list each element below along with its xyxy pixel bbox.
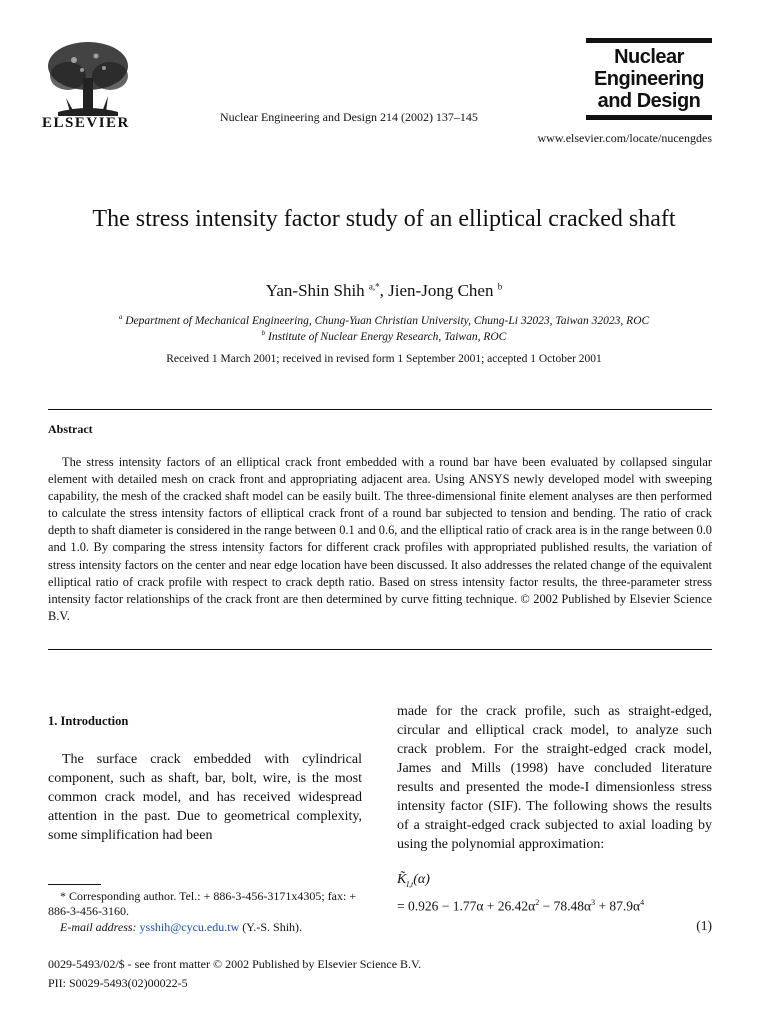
journal-title-line: Engineering <box>593 68 705 90</box>
section-heading: 1. Introduction <box>48 714 129 728</box>
abstract-text-part: The stress intensity factors of an elliptical crack front embedded with a round bar have been evaluated by collapsed singular element with detailed mesh on crack front and appropriating adjacent area. Using <box>48 455 712 487</box>
affiliation-b <box>0 329 768 343</box>
equation-term: = 0.926 − 1.77α + 26.42α <box>397 898 536 914</box>
equation-number: (1) <box>696 918 712 933</box>
journal-logo-top-bar <box>586 38 712 43</box>
affiliation-text: Institute of Nuclear Energy Research, Taiwan, ROC <box>268 330 507 343</box>
corresponding-author-note: * Corresponding author. Tel.: + 886-3-456-3171x4305; fax: + 886-3-456-3160. <box>48 889 357 918</box>
abstract-bottom-rule <box>48 649 712 650</box>
email-note <box>48 920 302 935</box>
journal-title-line: Nuclear <box>614 46 684 68</box>
journal-citation: Nuclear Engineering and Design 214 (2002) 137–145 <box>220 110 478 124</box>
author-separator: , <box>379 281 389 300</box>
publisher-name: ELSEVIER <box>42 115 130 131</box>
footnote-rule <box>48 884 101 885</box>
affiliation-mark: b <box>261 329 266 337</box>
affiliation-text: Department of Mechanical Engineering, Chung-Yuan Christian University, Chung-Li 32023, Taiwan 32023, ROC <box>125 314 650 327</box>
affiliation-mark: a <box>118 313 123 321</box>
equation-argument: (α) <box>413 872 430 887</box>
article-title: The stress intensity factor study of an elliptical cracked shaft <box>92 206 676 232</box>
software-name: ANSYS <box>468 472 510 487</box>
email-label: E-mail address: <box>60 920 137 934</box>
equation-exponent: 3 <box>591 898 596 907</box>
author-affiliation-mark: a,* <box>368 281 380 292</box>
author-name: Yan-Shin Shih <box>265 281 365 300</box>
affiliation-a <box>0 313 768 327</box>
abstract-heading: Abstract <box>48 422 93 436</box>
email-owner: (Y.-S. Shih). <box>239 920 303 934</box>
body-paragraph: made for the crack profile, such as straight-edged, circular and elliptical crack model, to analyze such crack problem. For the straight-edged crack model, James and Mills (1998) have concluded literature results and presented the mode-I dimensionless stress intensity factor (SIF). The following shows the results of a straight-edged crack subjected to axial loading by using the polynomial approximation: <box>397 704 712 852</box>
received-dates: Received 1 March 2001; received in revised form 1 September 2001; accepted 1 October 2001 <box>166 353 602 365</box>
author-list <box>0 281 768 301</box>
pii-line: PII: S0029-5493(02)00022-5 <box>48 976 188 990</box>
abstract-text-part: newly developed model with sweeping capability, the mesh of the cracked shaft model can be easily built. The three-dimensional finite element analyses are then performed to calculate the stress intensity factors of elliptical crack front of a round bar subjected to tension and bending. The ratio of crack depth to shaft diameter is considered in the range between 0.1 and 0.6, and the elliptical ratio of crack area is in the range between 0.0 and 1.0. By comparing the stress intensity factors for different crack profiles with appropriated published results, the variation of stress intensity factors on the center and near edge location have been discussed. It also addresses the related change of the equivalent elliptical ratio of crack profile with respect to crack depth ratio. Based on stress intensity factor results, the three-parameter stress intensity factor relationships of the crack front are then determined by curve fitting technique. © 2002 Published by Elsevier Science B.V. <box>48 472 713 623</box>
abstract-text <box>48 454 712 625</box>
equation-rhs <box>397 898 644 915</box>
journal-logo-box <box>586 38 712 120</box>
equation-exponent: 2 <box>535 898 540 907</box>
equation-term: + 87.9α <box>595 898 641 914</box>
journal-logo-bottom-bar <box>586 115 712 120</box>
author-affiliation-mark: b <box>497 281 503 292</box>
journal-title <box>586 46 712 112</box>
equation-symbol: K̃ <box>397 872 407 887</box>
email-link[interactable]: ysshih@cycu.edu.tw <box>139 920 240 934</box>
journal-url[interactable]: www.elsevier.com/locate/nucengdes <box>537 131 712 145</box>
author-name: Jien-Jong Chen <box>388 281 494 300</box>
front-matter-line: 0029-5493/02/$ - see front matter © 2002 Published by Elsevier Science B.V. <box>48 957 422 971</box>
equation-term: − 78.48α <box>539 898 592 914</box>
equation-exponent: 4 <box>640 898 645 907</box>
journal-title-line: and Design <box>597 90 701 112</box>
equation-subscript: I,t <box>406 879 414 889</box>
intro-paragraph: The surface crack embedded with cylindrical component, such as shaft, bar, bolt, wire, is the most common crack model, and has received widespread attention in the past. Due to geometrical complexity, some simplification had been <box>48 752 362 843</box>
equation-lhs <box>397 872 430 889</box>
abstract-top-rule <box>48 409 712 410</box>
